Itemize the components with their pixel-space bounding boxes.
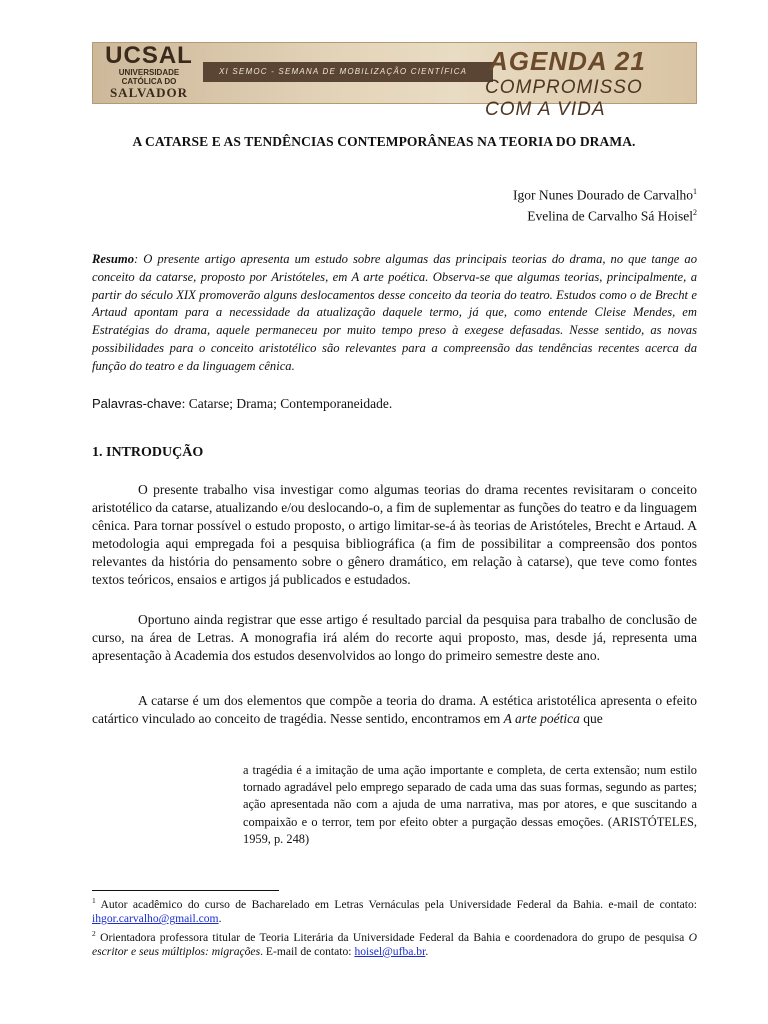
footnote-mark: 1 xyxy=(693,187,697,196)
banner-strip: XI SEMOC - SEMANA DE MOBILIZAÇÃO CIENTÍFICA xyxy=(203,62,493,82)
logo-main: UCSAL xyxy=(105,42,193,69)
logo-line-3: SALVADOR xyxy=(109,85,189,100)
author-2 xyxy=(513,204,697,225)
footnote-2 xyxy=(92,927,697,960)
logo-line-1: UNIVERSIDADE xyxy=(118,68,180,77)
section-heading: 1. INTRODUÇÃO xyxy=(92,445,204,460)
footnote-text: Autor acadêmico do curso de Bacharelado em Letras Vernáculas pela Universidade Federal da Bahia. e-mail de contato: xyxy=(95,897,697,911)
footnote-separator xyxy=(92,890,279,891)
email-link[interactable]: ihgor.carvalho@gmail.com xyxy=(92,912,219,926)
book-title: A arte poética xyxy=(503,711,580,726)
keywords-text: : Catarse; Drama; Contemporaneidade. xyxy=(181,396,393,411)
email-link[interactable]: hoisel@ufba.br xyxy=(354,944,426,958)
keywords-label: Palavras-chave xyxy=(92,396,182,411)
group-name: O escritor e seus múltiplos: migrações xyxy=(92,930,697,958)
footnote-mark: 2 xyxy=(693,207,697,217)
paper-title: A CATARSE E AS TENDÊNCIAS CONTEMPORÂNEAS NA TEORIA DO DRAMA. xyxy=(132,134,636,149)
event-banner xyxy=(92,42,697,120)
author-name: Evelina de Carvalho Sá Hoisel xyxy=(527,208,693,223)
author-1 xyxy=(513,183,697,204)
footnote-mark: 2 xyxy=(92,928,96,938)
author-list xyxy=(513,183,697,224)
logo-line-2: CATÓLICA DO xyxy=(121,77,177,86)
block-quote: a tragédia é a imitação de uma ação importante e completa, de certa extensão; num estilo tornado agradável pelo emprego separado de cada uma das suas formas, segundo as partes; ação apresentada não com a ajuda de uma narrativa, mas por atores, e que suscitando a compaixão e o terror, tem por efeito obter a purgação dessas emoções. (ARISTÓTELES, 1959, p. 248) xyxy=(243,763,697,846)
footnote-end: . xyxy=(218,912,222,926)
footnote-mark: 1 xyxy=(92,896,96,905)
paragraph-1: O presente trabalho visa investigar como algumas teorias do drama recentes revisitaram o conceito aristotélico da catarse, atualizando e/ou deslocando-o, a fim de suplementar as funções do teatro e da linguagem cênica. Para tornar possível o estudo proposto, o artigo limitar-se-á às teorias de Aristóteles, Brecht e Artaud. A metodologia aqui empregada foi a pesquisa bibliográfica (a fim de possibilitar a compreensão dos pontos relevantes da história do pensamento sobre o gênero dramático, em relação à catarse), que teve como fontes textos teóricos, ensaios e artigos já publicados e estudados. xyxy=(92,482,698,587)
paragraph-2: Oportuno ainda registrar que esse artigo é resultado parcial da pesquisa para trabalho de conclusão de curso, na área de Letras. A monografia irá além do recorte aqui proposto, mas, desde já, representa uma apresentação à Academia dos estudos desenvolvidos ao longo do primeiro semestre deste ano. xyxy=(92,612,697,663)
footnote-text: . E-mail de contato: xyxy=(260,944,355,958)
ucsal-logo xyxy=(97,44,201,100)
abstract-label: Resumo xyxy=(92,252,134,266)
footnote-text: Orientadora professora titular de Teoria Literária da Universidade Federal da Bahia e coordenadora do grupo de pesquisa xyxy=(95,930,689,944)
paragraph-text: que xyxy=(579,711,603,726)
banner-agenda: AGENDA 21 xyxy=(489,46,646,76)
paragraph-3 xyxy=(92,692,697,728)
abstract-text: : O presente artigo apresenta um estudo sobre algumas das principais teorias do drama, no que tange ao conceito da catarse, proposto por Aristóteles, em A arte poética. Observa-se que algumas teorias, principalmente, a partir do século XIX promoverão alguns deslocamentos desse conceito da teoria do teatro. Estudos como o de Brecht e Artaud apontam para a necessidade da atualização daquele termo, já que, como entende Cleise Mendes, em Estratégias do drama, aquele permaneceu por muito tempo preso à exegese defasadas. Nesse sentido, as novas possibilidades para o conceito aristotélico são relevantes para a compreensão das tendências recentes acerca da função do teatro e da linguagem cênica. xyxy=(92,252,697,373)
abstract xyxy=(92,251,697,376)
footnote-end: . xyxy=(425,944,429,958)
keywords xyxy=(92,396,697,412)
paragraph-text: A catarse é um dos elementos que compõe a teoria do drama. A estética aristotélica apresenta o efeito catártico vinculado ao conceito de tragédia. Nesse sentido, encontramos em xyxy=(92,693,697,726)
footnotes xyxy=(92,894,697,959)
author-name: Igor Nunes Dourado de Carvalho xyxy=(513,187,693,203)
banner-compromisso: COMPROMISSO COM A VIDA xyxy=(485,77,643,120)
footnote-1 xyxy=(92,894,697,927)
